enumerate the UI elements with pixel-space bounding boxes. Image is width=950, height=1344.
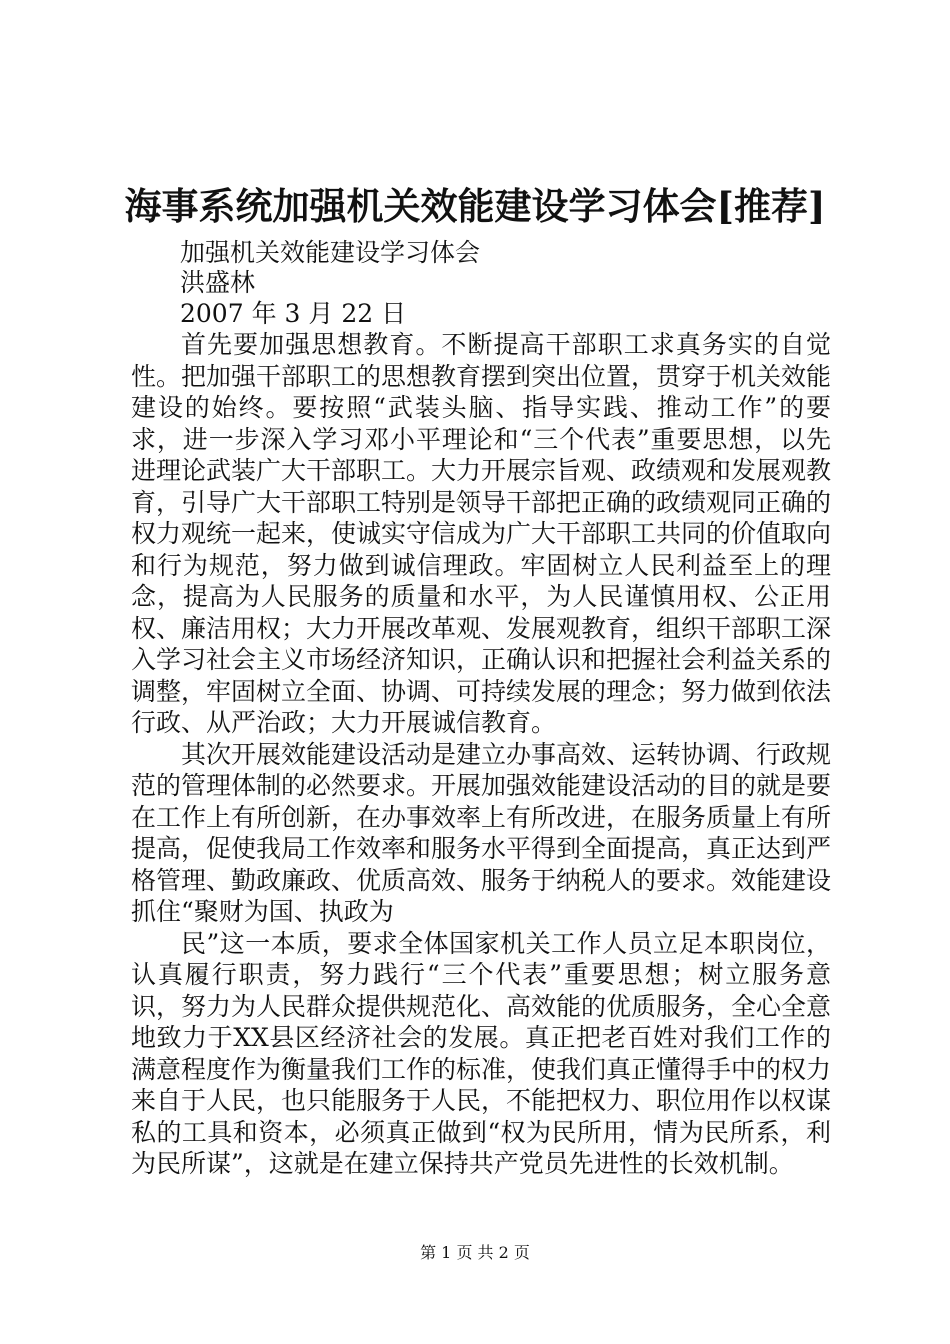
body-paragraph: 民”这一本质，要求全体国家机关工作人员立足本职岗位，认真履行职责，努力践行“三个代表”重要思想；树立服务意识，努力为人民群众提供规范化、高效能的优质服务，全心全意地致力于XX县区经济社会的发展。真正把老百姓对我们工作的满意程度作为衡量我们工作的标准，使我们真正懂得手中的权力来自于人民，也只能服务于人民，不能把权力、职位用作以权谋私的工具和资本，必须真正做到“权为民所用，情为民所系，利为民所谋”，这就是在建立保持共产党员先进性的长效机制。 <box>131 928 832 1178</box>
page-number-footer: 第 1 页 共 2 页 <box>420 1243 530 1262</box>
body-paragraph: 首先要加强思想教育。不断提高干部职工求真务实的自觉性。把加强干部职工的思想教育摆到突出位置，贯穿于机关效能建设的始终。要按照“武装头脑、指导实践、推动工作”的要求，进一步深入学习邓小平理论和“三个代表”重要思想，以先进理论武装广大干部职工。大力开展宗旨观、政绩观和发展观教育，引导广大干部职工特别是领导干部把正确的政绩观同正确的权力观统一起来，使诚实守信成为广大干部职工共同的价值取向和行为规范，努力做到诚信理政。牢固树立人民利益至上的理念，提高为人民服务的质量和水平，为人民谨慎用权、公正用权、廉洁用权；大力开展改革观、发展观教育，组织干部职工深入学习社会主义市场经济知识，正确认识和把握社会利益关系的调整，牢固树立全面、协调、可持续发展的理念；努力做到依法行政、从严治政；大力开展诚信教育。 <box>131 330 832 737</box>
document-body <box>131 329 831 1180</box>
document-subtitle: 加强机关效能建设学习体会 <box>180 238 481 267</box>
body-paragraph: 其次开展效能建设活动是建立办事高效、运转协调、行政规范的管理体制的必然要求。开展加强效能建设活动的目的就是要在工作上有所创新，在办事效率上有所改进，在服务质量上有所提高，促使我局工作效率和服务水平得到全面提高，真正达到严格管理、勤政廉政、优质高效、服务于纳税人的要求。效能建设抓住“聚财为国、执政为 <box>131 739 832 926</box>
document-title: 海事系统加强机关效能建设学习体会[推荐] <box>124 184 826 228</box>
document-date: 2007 年 3 月 22 日 <box>180 299 407 328</box>
document-author: 洪盛林 <box>180 268 256 297</box>
